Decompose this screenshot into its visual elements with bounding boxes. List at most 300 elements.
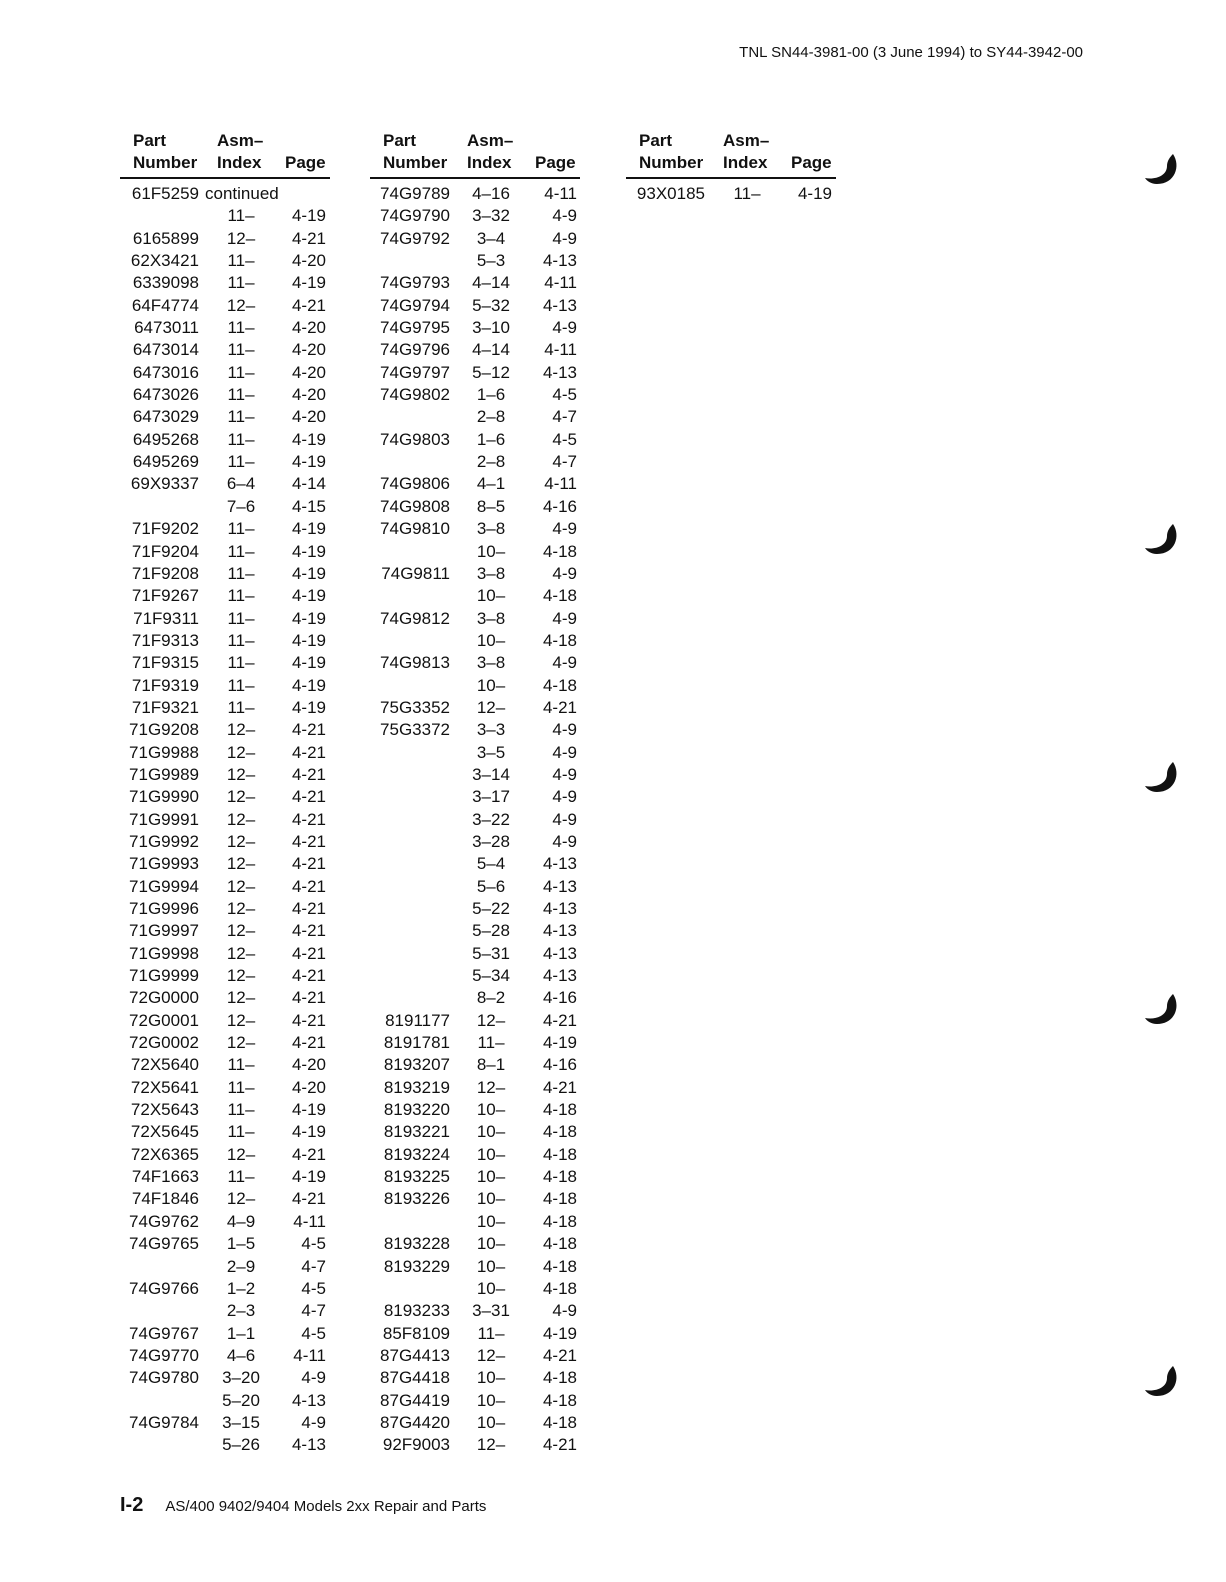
- asm-index: 1–5: [226, 1234, 256, 1254]
- asm-index: 4–16: [472, 184, 510, 203]
- table-row: [370, 1367, 580, 1389]
- page-ref: 4-13: [542, 854, 577, 874]
- asm-index: 5–28: [472, 921, 510, 941]
- page-ref: 4-11: [293, 1345, 326, 1365]
- asm-index: 12–: [226, 876, 256, 896]
- table-row: [370, 429, 580, 451]
- part-number: 8193226: [383, 1189, 450, 1209]
- page-ref: 4-9: [552, 809, 577, 829]
- table-row: [370, 384, 580, 406]
- asm-index: 10–: [476, 1144, 506, 1164]
- page-ref: 4-21: [542, 1010, 577, 1030]
- page-ref: 4-18: [542, 1144, 577, 1164]
- rows: [120, 179, 330, 1457]
- part-number: 6473029: [132, 407, 199, 427]
- asm-index: 12–: [226, 295, 256, 315]
- part-number: 74G9793: [380, 273, 450, 293]
- asm-index: 3–20: [222, 1368, 260, 1388]
- asm-index: 12–: [226, 1010, 256, 1030]
- page-ref: 4-18: [542, 586, 577, 606]
- table-row: [120, 295, 330, 317]
- part-number: 61F5259: [131, 184, 199, 203]
- page-ref: 4-7: [552, 452, 577, 472]
- header-page: Page: [535, 153, 576, 172]
- page-ref: 4-18: [542, 1189, 577, 1209]
- asm-index: 10–: [476, 1390, 506, 1410]
- table-row: [370, 1323, 580, 1345]
- asm-index: 5–12: [472, 362, 510, 382]
- page-ref: 4-21: [291, 854, 326, 874]
- asm-index: 12–: [226, 831, 256, 851]
- table-row: [120, 1010, 330, 1032]
- table-row: [370, 764, 580, 786]
- page-ref: 4-21: [291, 720, 326, 740]
- page-ref: 4-18: [542, 1234, 577, 1254]
- asm-index: 4–6: [226, 1345, 256, 1365]
- table-row: [120, 675, 330, 697]
- table-row: [370, 362, 580, 384]
- asm-index: 12–: [226, 943, 256, 963]
- table-row: [370, 250, 580, 272]
- rows: [626, 179, 836, 205]
- part-number: 74G9780: [129, 1368, 199, 1388]
- page-ref: 4-21: [291, 787, 326, 807]
- part-number: 8193229: [383, 1256, 450, 1276]
- table-row: [370, 1300, 580, 1322]
- page-ref: 4-19: [291, 563, 326, 583]
- table-row: [120, 1032, 330, 1054]
- table-row: [120, 786, 330, 808]
- asm-index: 11–: [227, 452, 255, 472]
- part-number: 6473014: [132, 340, 199, 360]
- part-number: 74G9811: [381, 563, 450, 583]
- page-ref: 4-9: [552, 228, 577, 248]
- page-ref: 4-15: [291, 496, 326, 516]
- table-row: [370, 585, 580, 607]
- part-number: 71F9267: [131, 586, 199, 606]
- table-row: [370, 1054, 580, 1076]
- table-row: [120, 1323, 330, 1345]
- asm-index: 11–: [227, 653, 255, 673]
- page-ref: 4-20: [291, 407, 326, 427]
- page-ref: 4-5: [301, 1278, 326, 1298]
- part-number: 71G9988: [129, 742, 199, 762]
- part-number: 71G9996: [129, 899, 199, 918]
- asm-index: 10–: [476, 541, 506, 561]
- table-row: [120, 250, 330, 272]
- table-row: [120, 317, 330, 339]
- asm-index: 2–8: [476, 452, 506, 472]
- part-number: 71G9992: [129, 831, 199, 851]
- page-ref: 4-11: [544, 184, 577, 203]
- asm-index: 5–4: [476, 854, 506, 874]
- table-row: [120, 1054, 330, 1076]
- page-ref: 4-11: [544, 340, 577, 360]
- part-number: 87G4420: [380, 1412, 450, 1432]
- page-ref: 4-9: [552, 653, 577, 673]
- part-number: 74G9812: [380, 608, 450, 628]
- asm-index: 12–: [226, 966, 256, 986]
- table-row: [370, 831, 580, 853]
- page-ref: 4-20: [291, 340, 326, 360]
- page-ref: 4-21: [291, 295, 326, 315]
- asm-index: 3–17: [472, 787, 510, 807]
- asm-index: 10–: [476, 586, 506, 606]
- header-index: Index: [217, 153, 262, 172]
- page-ref: 4-11: [544, 273, 577, 293]
- page-ref: 4-16: [542, 496, 577, 516]
- table-row: [120, 920, 330, 942]
- page-ref: 4-21: [542, 1435, 577, 1455]
- page-ref: 4-9: [552, 720, 577, 740]
- header-part: Part: [639, 131, 673, 150]
- page-ref: 4-21: [542, 1345, 577, 1365]
- page-ref: 4-18: [542, 1256, 577, 1276]
- page-ref: 4-9: [552, 608, 577, 628]
- table-row: [370, 898, 580, 920]
- page-ref: 4-18: [542, 675, 577, 695]
- asm-index: 2–9: [226, 1256, 256, 1276]
- table-row: [370, 1390, 580, 1412]
- page-ref: 4-13: [542, 251, 577, 271]
- header-number: Number: [639, 153, 704, 172]
- asm-index: 2–3: [226, 1301, 256, 1321]
- part-number: 6473011: [134, 318, 199, 338]
- page-ref: 4-11: [544, 474, 577, 494]
- page-ref: 4-13: [291, 1390, 326, 1410]
- page-ref: 4-18: [542, 1412, 577, 1432]
- asm-index: 3–5: [476, 742, 506, 762]
- page-ref: 4-20: [291, 1077, 326, 1097]
- table-row: [370, 1144, 580, 1166]
- table-row: [120, 585, 330, 607]
- asm-index: 5–31: [472, 943, 510, 963]
- index-column-1: [120, 128, 330, 1457]
- table-row: [370, 675, 580, 697]
- table-row: [120, 764, 330, 786]
- table-row: [120, 205, 330, 227]
- page-ref: 4-18: [542, 1390, 577, 1410]
- margin-mark-icon: [1143, 990, 1183, 1030]
- asm-index: 5–34: [472, 966, 510, 986]
- page-ref: 4-18: [542, 1100, 577, 1120]
- page-ref: 4-21: [291, 921, 326, 941]
- page-ref: 4-16: [542, 988, 577, 1008]
- part-number: 74G9796: [380, 340, 450, 360]
- page-ref: 4-13: [542, 876, 577, 896]
- table-row: [120, 451, 330, 473]
- asm-index: 12–: [226, 899, 256, 918]
- header-part: Part: [383, 131, 417, 150]
- header-number: Number: [133, 153, 198, 172]
- table-row: [120, 429, 330, 451]
- asm-index: 8–5: [476, 496, 506, 516]
- asm-index: 11–: [227, 1077, 255, 1097]
- asm-index: 11–: [227, 340, 255, 360]
- page-ref: 4-9: [552, 742, 577, 762]
- asm-index: 5–3: [476, 251, 506, 271]
- part-number: 74G9767: [129, 1323, 199, 1343]
- table-row: [120, 563, 330, 585]
- asm-index: 3–10: [472, 318, 510, 338]
- page-ref: 4-21: [291, 876, 326, 896]
- part-number: 72X6365: [130, 1144, 199, 1164]
- asm-index: 10–: [476, 1167, 506, 1187]
- page-ref: 4-19: [291, 675, 326, 695]
- page-ref: 4-21: [291, 966, 326, 986]
- asm-index: 10–: [476, 1211, 506, 1231]
- asm-index: 11–: [227, 563, 255, 583]
- asm-index: 10–: [476, 630, 506, 650]
- table-row: [370, 1166, 580, 1188]
- index-column-3: [626, 128, 836, 205]
- page-ref: 4-21: [291, 831, 326, 851]
- page-ref: 4-21: [291, 809, 326, 829]
- part-number: 71F9313: [131, 630, 199, 650]
- asm-index: 3–15: [222, 1412, 260, 1432]
- header-asm: Asm–: [467, 131, 514, 150]
- asm-index: 3–28: [472, 831, 510, 851]
- asm-index: 12–: [226, 1033, 256, 1053]
- asm-index: 12–: [476, 1077, 506, 1097]
- asm-index: 12–: [226, 1144, 256, 1164]
- margin-mark-icon: [1143, 520, 1183, 560]
- page-ref: 4-20: [291, 1055, 326, 1075]
- table-row: [120, 1300, 330, 1322]
- part-number: 6473026: [132, 385, 199, 405]
- asm-index: 12–: [226, 809, 256, 829]
- rows: [370, 179, 580, 1457]
- page-ref: 4-5: [552, 385, 577, 405]
- part-number: 72G0000: [129, 988, 199, 1008]
- page-ref: 4-20: [291, 318, 326, 338]
- page-ref: 4-7: [301, 1301, 326, 1321]
- part-number: 74F1663: [131, 1167, 199, 1187]
- page-ref: 4-18: [542, 630, 577, 650]
- table-row: [370, 1211, 580, 1233]
- table-row: [120, 742, 330, 764]
- table-row: [120, 228, 330, 250]
- page-number: I-2: [120, 1494, 144, 1516]
- table-row: [120, 384, 330, 406]
- page-ref: 4-9: [552, 318, 577, 338]
- asm-index: 2–8: [476, 407, 506, 427]
- part-number: 71G9993: [129, 854, 199, 874]
- asm-index: 3–22: [472, 809, 510, 829]
- part-number: 75G3372: [380, 720, 450, 740]
- table-row: [120, 1121, 330, 1143]
- asm-index: 11–: [477, 1323, 505, 1343]
- table-row: [120, 809, 330, 831]
- table-row: [370, 1010, 580, 1032]
- part-number: 87G4413: [380, 1345, 450, 1365]
- table-row: [370, 630, 580, 652]
- table-row: [370, 809, 580, 831]
- page-ref: 4-16: [542, 1055, 577, 1075]
- page-ref: 4-18: [542, 1122, 577, 1142]
- asm-index: 1–1: [226, 1323, 256, 1343]
- header-page: Page: [791, 153, 832, 172]
- asm-index: 5–22: [472, 899, 510, 918]
- table-row: [370, 608, 580, 630]
- table-row: [120, 406, 330, 428]
- asm-index: 12–: [226, 720, 256, 740]
- tnl-header: TNL SN44-3981-00 (3 June 1994) to SY44-3942-00: [739, 44, 1083, 61]
- page-ref: 4-19: [291, 586, 326, 606]
- table-row: [370, 295, 580, 317]
- asm-index: 12–: [226, 921, 256, 941]
- table-row: [370, 228, 580, 250]
- asm-index: 10–: [476, 1278, 506, 1298]
- page-ref: 4-9: [552, 787, 577, 807]
- part-number: 6495268: [132, 429, 199, 449]
- part-number: 71G9208: [129, 720, 199, 740]
- table-row: [370, 1121, 580, 1143]
- page-ref: 4-21: [291, 742, 326, 762]
- page-ref: 4-21: [291, 1033, 326, 1053]
- table-row: [120, 898, 330, 920]
- part-number: 72X5645: [130, 1122, 199, 1142]
- part-number: 71G9994: [129, 876, 199, 896]
- table-row: [120, 518, 330, 540]
- table-row: [370, 518, 580, 540]
- asm-index: 4–9: [226, 1211, 256, 1231]
- page-ref: 4-9: [552, 764, 577, 784]
- part-number: 74G9790: [380, 206, 450, 226]
- asm-index: 11–: [227, 318, 255, 338]
- asm-index: 10–: [476, 1122, 506, 1142]
- asm-index: 5–32: [472, 295, 510, 315]
- asm-index: 3–8: [476, 608, 506, 628]
- page-ref: 4-13: [542, 943, 577, 963]
- part-number: 75G3352: [380, 697, 450, 717]
- table-row: [626, 183, 836, 205]
- table-row: [120, 943, 330, 965]
- page-ref: 4-11: [293, 1211, 326, 1231]
- table-row: [120, 496, 330, 518]
- part-number: 74G9792: [380, 228, 450, 248]
- margin-mark-icon: [1143, 150, 1183, 190]
- asm-index: 11–: [227, 429, 255, 449]
- part-number: 87G4419: [380, 1390, 450, 1410]
- header-index: Index: [467, 153, 512, 172]
- part-number: 74G9794: [380, 295, 450, 315]
- table-row: [120, 630, 330, 652]
- asm-index: 3–8: [476, 563, 506, 583]
- table-row: [370, 1233, 580, 1255]
- page-ref: 4-21: [291, 228, 326, 248]
- asm-index: 11–: [227, 407, 255, 427]
- table-row: [370, 1412, 580, 1434]
- page-ref: 4-19: [797, 184, 832, 203]
- continued-label: continued: [205, 184, 279, 203]
- page-ref: 4-13: [542, 295, 577, 315]
- part-number: 92F9003: [382, 1435, 450, 1455]
- header-asm: Asm–: [723, 131, 770, 150]
- asm-index: 12–: [226, 988, 256, 1008]
- table-row: [120, 1434, 330, 1456]
- asm-index: 8–2: [476, 988, 506, 1008]
- asm-index: 6–4: [226, 474, 256, 494]
- page-ref: 4-19: [291, 1167, 326, 1187]
- page-ref: 4-9: [301, 1368, 326, 1388]
- part-number: 72G0002: [129, 1033, 199, 1053]
- page-ref: 4-21: [291, 1144, 326, 1164]
- table-row: [120, 1233, 330, 1255]
- part-number: 71G9999: [129, 966, 199, 986]
- page-ref: 4-7: [301, 1256, 326, 1276]
- table-row: [120, 1412, 330, 1434]
- page-ref: 4-21: [291, 764, 326, 784]
- page-ref: 4-19: [291, 452, 326, 472]
- page-ref: 4-20: [291, 251, 326, 271]
- table-row: [120, 1345, 330, 1367]
- table-row: [120, 1188, 330, 1210]
- page-ref: 4-21: [291, 988, 326, 1008]
- asm-index: 12–: [226, 742, 256, 762]
- table-row: [120, 853, 330, 875]
- table-row: [370, 920, 580, 942]
- table-row: [370, 541, 580, 563]
- asm-index: 3–3: [476, 720, 506, 740]
- part-number: 6473016: [132, 362, 199, 382]
- part-number: 74G9765: [129, 1234, 199, 1254]
- part-number: 87G4418: [380, 1368, 450, 1388]
- part-number: 6495269: [132, 452, 199, 472]
- table-row: [370, 652, 580, 674]
- part-number: 72X5640: [130, 1055, 199, 1075]
- header-page: Page: [285, 153, 326, 172]
- page-ref: 4-18: [542, 1167, 577, 1187]
- asm-index: 11–: [227, 519, 255, 539]
- table-row: [370, 1345, 580, 1367]
- table-row: [120, 987, 330, 1009]
- table-row: [120, 719, 330, 741]
- asm-index: 1–6: [476, 429, 506, 449]
- asm-index: 5–20: [222, 1390, 260, 1410]
- asm-index: 10–: [476, 1234, 506, 1254]
- asm-index: 4–14: [472, 273, 510, 293]
- index-column-2: [370, 128, 580, 1457]
- part-number: 74G9795: [380, 318, 450, 338]
- part-number: 71F9319: [131, 675, 199, 695]
- asm-index: 11–: [227, 362, 255, 382]
- column-header: [120, 128, 330, 179]
- page-ref: 4-13: [291, 1435, 326, 1455]
- page-footer: [120, 1494, 486, 1517]
- table-row: [370, 205, 580, 227]
- part-number: 74G9789: [380, 184, 450, 203]
- page-ref: 4-21: [542, 1077, 577, 1097]
- page-ref: 4-13: [542, 921, 577, 941]
- page-ref: 4-21: [291, 1010, 326, 1030]
- part-number: 74G9797: [380, 362, 450, 382]
- asm-index: 11–: [733, 184, 761, 203]
- page-ref: 4-19: [291, 608, 326, 628]
- page-ref: 4-13: [542, 966, 577, 986]
- table-row: [370, 943, 580, 965]
- table-row: [120, 362, 330, 384]
- asm-index: 12–: [476, 1435, 506, 1455]
- table-row: [120, 339, 330, 361]
- part-number: 8193219: [383, 1077, 450, 1097]
- table-row: [370, 965, 580, 987]
- table-row: [370, 1434, 580, 1456]
- table-row: [370, 339, 580, 361]
- part-number: 8193228: [383, 1234, 450, 1254]
- page-ref: 4-19: [291, 697, 326, 717]
- part-number: 74G9808: [380, 496, 450, 516]
